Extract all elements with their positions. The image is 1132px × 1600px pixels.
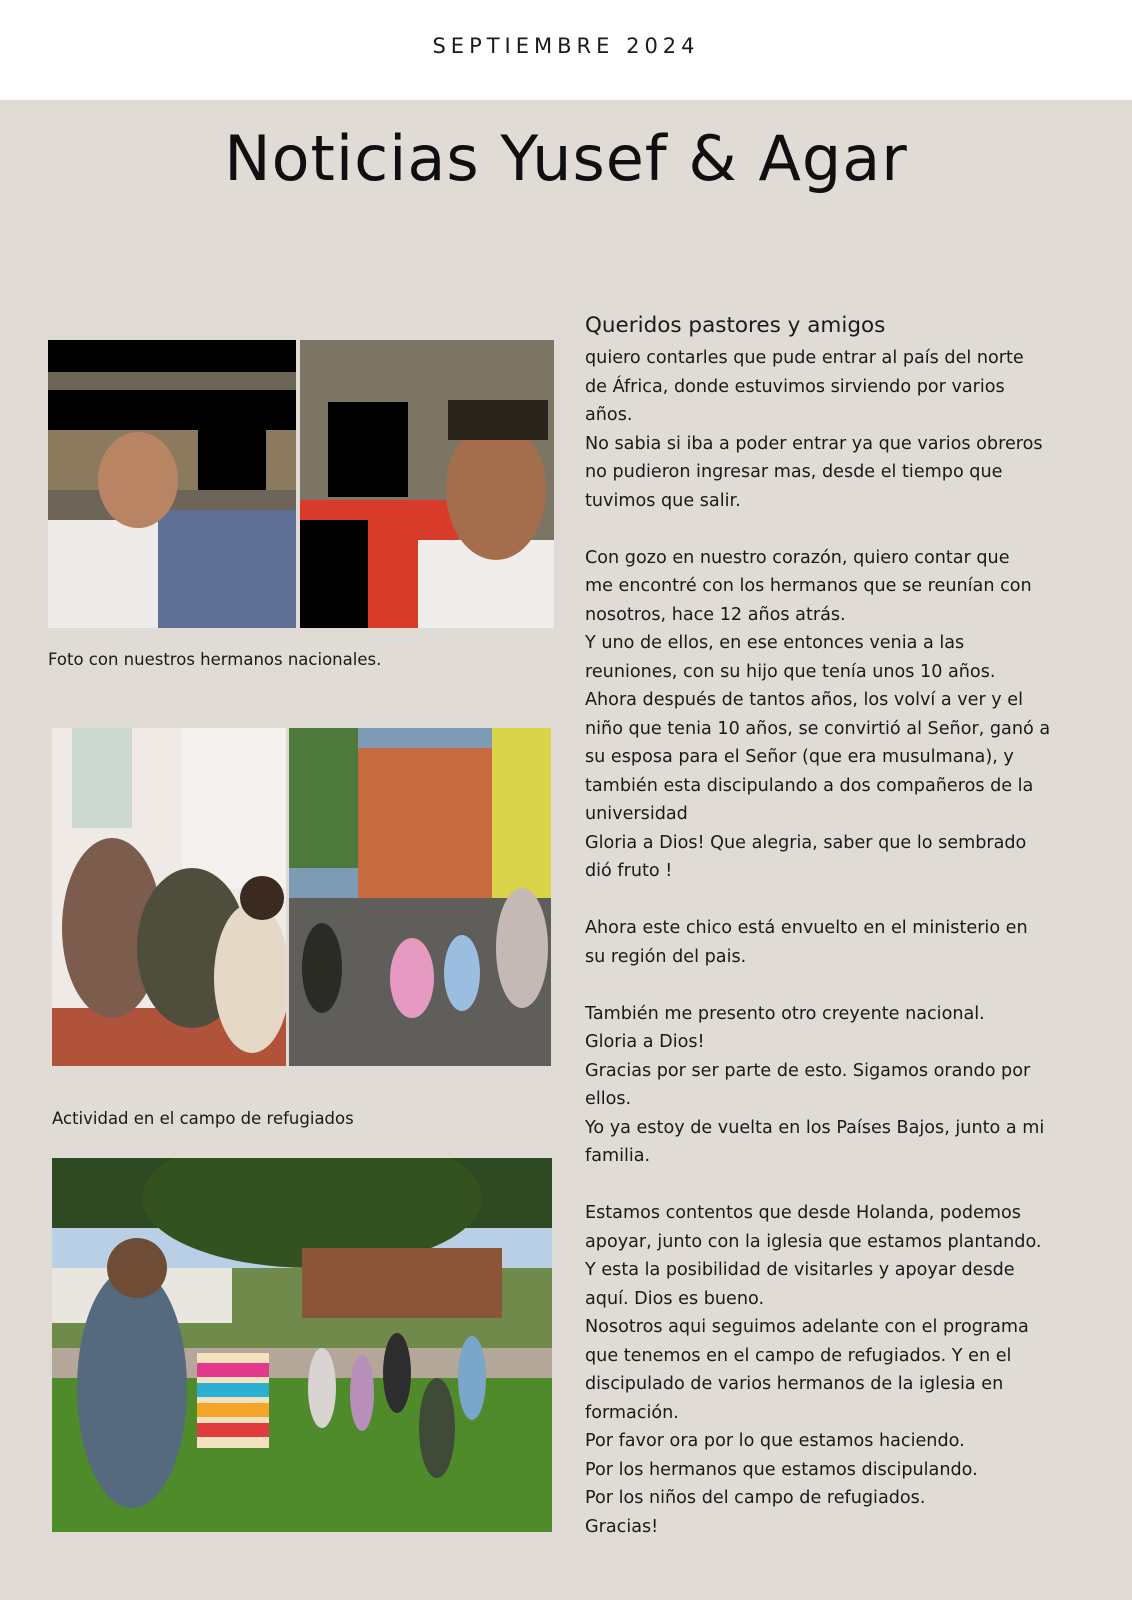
letter-line: de África, donde estuvimos sirviendo por varios bbox=[585, 376, 1005, 397]
letter-line: dió fruto ! bbox=[585, 861, 673, 881]
paragraph-gap bbox=[585, 886, 1105, 915]
letter-line: también esta discipulando a dos compañeros de la bbox=[585, 775, 1034, 796]
letter-line: Por favor ora por lo que estamos haciendo. bbox=[585, 1431, 965, 1451]
photo-caption-1: Foto con nuestros hermanos nacionales. bbox=[48, 650, 382, 669]
letter-line: apoyar, junto con la iglesia que estamos plantando. bbox=[585, 1231, 1042, 1252]
letter-line: Gloria a Dios! Que alegria, saber que lo sembrado bbox=[585, 832, 1027, 853]
paragraph-gap bbox=[585, 971, 1105, 1000]
paragraph-gap bbox=[585, 1171, 1105, 1200]
letter-line: Nosotros aqui seguimos adelante con el programa bbox=[585, 1317, 1029, 1337]
letter-line: que tenemos en el campo de refugiados. Y en el bbox=[585, 1345, 1012, 1366]
letter-body bbox=[585, 312, 1105, 1541]
letter-line: Gracias por ser parte de esto. Sigamos orando por bbox=[585, 1060, 1031, 1081]
letter-line: su región del pais. bbox=[585, 946, 747, 967]
letter-line: Ahora después de tantos años, los volví a ver y el bbox=[585, 690, 1024, 710]
letter-line: También me presento otro creyente nacional. bbox=[585, 1003, 985, 1024]
letter-line: tuvimos que salir. bbox=[585, 490, 741, 511]
photo-refugee-camp-activity bbox=[52, 728, 551, 1066]
letter-line: familia. bbox=[585, 1146, 651, 1166]
letter-line: No sabia si iba a poder entrar ya que varios obreros bbox=[585, 433, 1043, 454]
letter-line: ellos. bbox=[585, 1089, 632, 1109]
letter-line: Con gozo en nuestro corazón, quiero contar que bbox=[585, 547, 1010, 568]
letter-line: quiero contarles que pude entrar al país del norte bbox=[585, 348, 1024, 368]
letter-line: Estamos contentos que desde Holanda, podemos bbox=[585, 1203, 1021, 1223]
letter-line: reuniones, con su hijo que tenía unos 10 años. bbox=[585, 661, 996, 682]
letter-line: aquí. Dios es bueno. bbox=[585, 1288, 765, 1309]
letter-line: discipulado de varios hermanos de la iglesia en bbox=[585, 1374, 1004, 1394]
photo-selfie-brothers bbox=[48, 340, 554, 628]
paragraph-gap bbox=[585, 515, 1105, 544]
letter-line: Yo ya estoy de vuelta en los Países Bajos, junto a mi bbox=[585, 1117, 1045, 1138]
letter-line: Ahora este chico está envuelto en el ministerio en bbox=[585, 918, 1028, 938]
letter-line: me encontré con los hermanos que se reunían con bbox=[585, 576, 1032, 596]
letter-line: Gracias! bbox=[585, 1516, 659, 1537]
letter-paragraphs bbox=[585, 344, 1105, 1541]
letter-line: Por los niños del campo de refugiados. bbox=[585, 1488, 926, 1508]
letter-line: Gloria a Dios! bbox=[585, 1032, 705, 1052]
page-title: Noticias Yusef & Agar bbox=[224, 122, 908, 195]
letter-line: Por los hermanos que estamos discipulando. bbox=[585, 1459, 978, 1480]
letter-line: no pudieron ingresar mas, desde el tiempo que bbox=[585, 462, 1003, 482]
issue-date: SEPTIEMBRE 2024 bbox=[432, 34, 700, 58]
letter-line: formación. bbox=[585, 1402, 679, 1423]
letter-line: Y esta la posibilidad de visitarles y apoyar desde bbox=[585, 1260, 1015, 1280]
photo-caption-2: Actividad en el campo de refugiados bbox=[52, 1109, 354, 1128]
letter-line: niño que tenia 10 años, se convirtió al Señor, ganó a bbox=[585, 718, 1051, 739]
letter-line: Y uno de ellos, en ese entonces venia a las bbox=[585, 633, 965, 653]
letter-line: nosotros, hace 12 años atrás. bbox=[585, 604, 846, 625]
letter-line: años. bbox=[585, 405, 633, 425]
letter-line: universidad bbox=[585, 804, 688, 824]
letter-greeting: Queridos pastores y amigos bbox=[585, 313, 886, 338]
letter-line: su esposa para el Señor (que era musulmana), y bbox=[585, 747, 1014, 767]
photo-pinata-activity bbox=[52, 1158, 552, 1532]
